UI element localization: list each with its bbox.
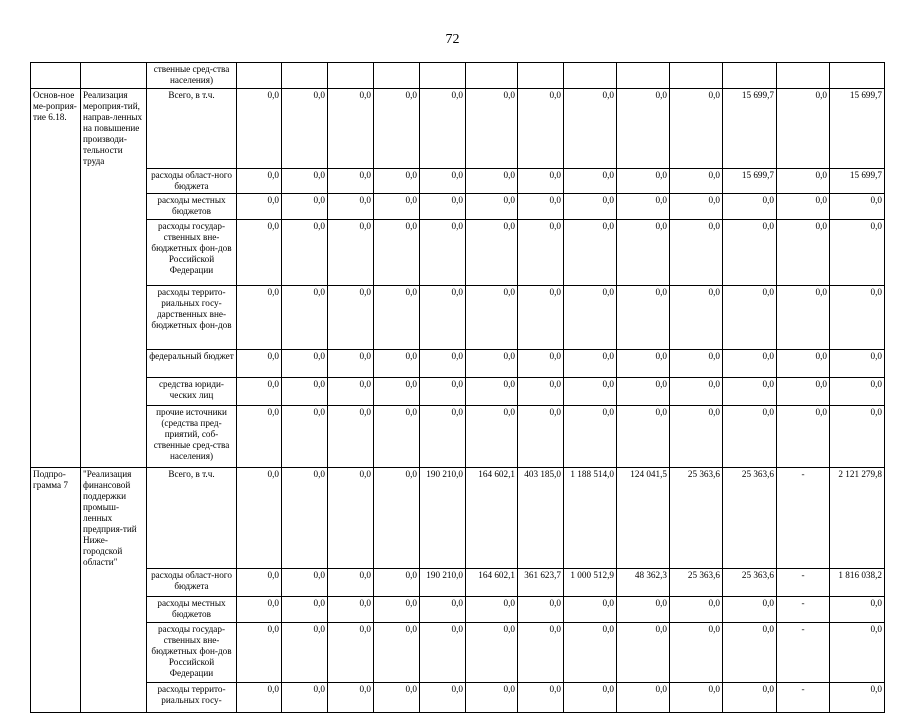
cell-value: 0,0: [282, 467, 328, 569]
cell-value: [723, 63, 777, 89]
cell-funding-source: расходы област-ного бюджета: [147, 569, 237, 597]
cell-value: 0,0: [282, 377, 328, 405]
cell-value: 0,0: [723, 405, 777, 467]
table-row: [31, 683, 885, 713]
cell-funding-source: расходы террито-риальных госу-дарственных вне-бюджетных фон-дов: [147, 285, 237, 349]
cell-funding-source: расходы местных бюджетов: [147, 193, 237, 219]
cell-measure-name: Подпро-грамма 7: [31, 467, 81, 569]
cell-value: 1 188 514,0: [564, 467, 617, 569]
cell-value: 0,0: [328, 219, 374, 285]
cell-value: 0,0: [328, 168, 374, 193]
cell-value: 0,0: [830, 349, 885, 377]
cell-value: 0,0: [830, 193, 885, 219]
cell-value: 0,0: [723, 285, 777, 349]
cell-value: 0,0: [670, 683, 723, 713]
cell-value: 0,0: [670, 349, 723, 377]
cell-value: 0,0: [420, 683, 466, 713]
cell-value: [374, 63, 420, 89]
cell-value: 0,0: [518, 349, 564, 377]
cell-funding-source: расходы местных бюджетов: [147, 597, 237, 623]
cell-value: 0,0: [564, 89, 617, 169]
cell-value: 0,0: [237, 219, 282, 285]
table-row: [31, 285, 885, 349]
cell-measure-name: [31, 63, 81, 89]
cell-value: 0,0: [777, 193, 830, 219]
table-row: [31, 63, 885, 89]
cell-value: 0,0: [328, 89, 374, 169]
cell-value: 0,0: [374, 349, 420, 377]
cell-value: 0,0: [328, 569, 374, 597]
cell-measure-name: [31, 377, 81, 405]
cell-value: 0,0: [466, 193, 518, 219]
table-row: [31, 89, 885, 169]
cell-value: 0,0: [617, 349, 670, 377]
cell-value: [617, 63, 670, 89]
cell-funding-source: средства юриди-ческих лиц: [147, 377, 237, 405]
cell-value: 0,0: [237, 569, 282, 597]
cell-value: 0,0: [374, 569, 420, 597]
cell-value: 1 000 512,9: [564, 569, 617, 597]
cell-funding-source: Всего, в т.ч.: [147, 89, 237, 169]
cell-value: 0,0: [466, 219, 518, 285]
cell-value: [282, 63, 328, 89]
page-number: 72: [445, 32, 460, 47]
cell-value: 0,0: [518, 683, 564, 713]
cell-value: 0,0: [328, 405, 374, 467]
cell-value: 190 210,0: [420, 467, 466, 569]
cell-value: 0,0: [374, 623, 420, 683]
budget-table: [30, 62, 885, 713]
cell-value: 0,0: [237, 467, 282, 569]
cell-value: [777, 63, 830, 89]
cell-value: 0,0: [723, 193, 777, 219]
cell-value: 0,0: [374, 683, 420, 713]
table-row: [31, 569, 885, 597]
cell-value: 0,0: [830, 623, 885, 683]
cell-value: 15 699,7: [723, 89, 777, 169]
cell-value: 0,0: [518, 89, 564, 169]
cell-value: 0,0: [564, 349, 617, 377]
cell-value: 0,0: [830, 597, 885, 623]
cell-value: [830, 63, 885, 89]
cell-value: 0,0: [282, 349, 328, 377]
cell-value: 0,0: [420, 285, 466, 349]
cell-value: 0,0: [237, 405, 282, 467]
cell-measure-title: "Реализация финансовой поддержки промыш-ленных предприя-тий Ниже-городской области": [81, 467, 147, 569]
cell-value: 0,0: [564, 683, 617, 713]
cell-measure-title: [81, 63, 147, 89]
cell-value: 0,0: [374, 467, 420, 569]
cell-value: 0,0: [374, 219, 420, 285]
table-row: [31, 349, 885, 377]
cell-value: 0,0: [420, 89, 466, 169]
cell-value: 0,0: [328, 349, 374, 377]
cell-value: 361 623,7: [518, 569, 564, 597]
cell-value: 0,0: [237, 168, 282, 193]
cell-value: 0,0: [420, 168, 466, 193]
cell-funding-source: Всего, в т.ч.: [147, 467, 237, 569]
cell-value: [518, 63, 564, 89]
cell-value: -: [777, 623, 830, 683]
cell-measure-title: [81, 405, 147, 467]
cell-value: -: [777, 467, 830, 569]
cell-funding-source: расходы террито-риальных госу-: [147, 683, 237, 713]
cell-measure-name: [31, 285, 81, 349]
cell-value: 0,0: [617, 193, 670, 219]
cell-value: 0,0: [282, 219, 328, 285]
cell-value: 0,0: [617, 597, 670, 623]
cell-measure-name: [31, 597, 81, 623]
cell-measure-title: [81, 597, 147, 623]
cell-value: 0,0: [466, 168, 518, 193]
cell-value: 0,0: [723, 349, 777, 377]
cell-value: 0,0: [723, 683, 777, 713]
cell-value: 25 363,6: [723, 569, 777, 597]
cell-value: 403 185,0: [518, 467, 564, 569]
cell-value: 0,0: [466, 377, 518, 405]
cell-measure-name: [31, 683, 81, 713]
cell-measure-name: Основ-ное ме-роприя-тие 6.18.: [31, 89, 81, 169]
cell-value: 0,0: [374, 405, 420, 467]
cell-value: 0,0: [282, 597, 328, 623]
cell-value: -: [777, 683, 830, 713]
table-row: [31, 467, 885, 569]
cell-value: 0,0: [420, 377, 466, 405]
cell-value: 0,0: [617, 623, 670, 683]
cell-value: 0,0: [328, 193, 374, 219]
cell-value: 0,0: [374, 89, 420, 169]
cell-value: 0,0: [564, 168, 617, 193]
cell-value: 0,0: [282, 193, 328, 219]
cell-value: 0,0: [777, 405, 830, 467]
cell-measure-name: [31, 193, 81, 219]
cell-value: 0,0: [420, 597, 466, 623]
cell-value: 0,0: [237, 89, 282, 169]
cell-value: 0,0: [420, 405, 466, 467]
cell-value: 0,0: [617, 377, 670, 405]
cell-value: 0,0: [670, 285, 723, 349]
cell-value: 0,0: [282, 89, 328, 169]
cell-value: 0,0: [466, 623, 518, 683]
cell-value: 0,0: [723, 597, 777, 623]
cell-value: 0,0: [777, 219, 830, 285]
cell-value: 0,0: [723, 219, 777, 285]
cell-measure-name: [31, 623, 81, 683]
cell-funding-source: федеральный бюджет: [147, 349, 237, 377]
cell-value: 0,0: [564, 405, 617, 467]
cell-value: 0,0: [328, 623, 374, 683]
cell-measure-name: [31, 168, 81, 193]
cell-value: 0,0: [777, 285, 830, 349]
cell-value: 0,0: [617, 683, 670, 713]
cell-value: 15 699,7: [723, 168, 777, 193]
cell-value: 0,0: [374, 377, 420, 405]
cell-value: 0,0: [617, 405, 670, 467]
cell-value: 0,0: [466, 349, 518, 377]
cell-funding-source: прочие источники (средства пред-приятий, соб-ственные сред-ства населения): [147, 405, 237, 467]
cell-measure-title: [81, 349, 147, 377]
cell-value: 0,0: [670, 597, 723, 623]
cell-value: 25 363,6: [670, 467, 723, 569]
cell-value: 0,0: [830, 377, 885, 405]
cell-value: 25 363,6: [723, 467, 777, 569]
cell-funding-source: ственные сред-ства населения): [147, 63, 237, 89]
cell-value: 0,0: [282, 285, 328, 349]
cell-value: 0,0: [830, 285, 885, 349]
cell-value: -: [777, 569, 830, 597]
cell-value: 0,0: [564, 623, 617, 683]
cell-value: 2 121 279,8: [830, 467, 885, 569]
cell-value: 0,0: [374, 285, 420, 349]
cell-value: [420, 63, 466, 89]
cell-value: 0,0: [282, 569, 328, 597]
table-row: [31, 168, 885, 193]
cell-value: 0,0: [328, 285, 374, 349]
cell-measure-title: [81, 377, 147, 405]
cell-value: 0,0: [830, 683, 885, 713]
table-row: [31, 405, 885, 467]
cell-measure-title: [81, 569, 147, 597]
cell-value: 25 363,6: [670, 569, 723, 597]
cell-value: 164 602,1: [466, 467, 518, 569]
cell-value: 0,0: [328, 683, 374, 713]
cell-value: 0,0: [466, 285, 518, 349]
cell-funding-source: расходы государ-ственных вне-бюджетных фон-дов Российской Федерации: [147, 623, 237, 683]
cell-value: 0,0: [564, 193, 617, 219]
cell-value: 0,0: [328, 597, 374, 623]
cell-value: 0,0: [670, 377, 723, 405]
cell-value: 0,0: [328, 377, 374, 405]
cell-measure-title: [81, 623, 147, 683]
cell-measure-name: [31, 569, 81, 597]
cell-value: 0,0: [518, 377, 564, 405]
cell-value: 1 816 038,2: [830, 569, 885, 597]
cell-value: 0,0: [670, 193, 723, 219]
cell-value: 0,0: [723, 623, 777, 683]
cell-value: 0,0: [564, 597, 617, 623]
cell-value: 0,0: [282, 405, 328, 467]
cell-measure-title: [81, 193, 147, 219]
cell-value: 0,0: [374, 193, 420, 219]
table-row: [31, 219, 885, 285]
cell-value: 0,0: [518, 405, 564, 467]
cell-value: 0,0: [617, 219, 670, 285]
cell-value: 0,0: [282, 168, 328, 193]
cell-value: [237, 63, 282, 89]
cell-measure-title: Реализация мероприя-тий, направ-ленных на повышение производи-тельности труда: [81, 89, 147, 169]
cell-value: 0,0: [237, 285, 282, 349]
cell-value: 0,0: [237, 683, 282, 713]
cell-value: [328, 63, 374, 89]
cell-funding-source: расходы област-ного бюджета: [147, 168, 237, 193]
cell-value: 0,0: [670, 623, 723, 683]
cell-value: [466, 63, 518, 89]
cell-value: 0,0: [518, 597, 564, 623]
table-row: [31, 193, 885, 219]
cell-value: 0,0: [518, 219, 564, 285]
cell-value: 0,0: [374, 597, 420, 623]
table-row: [31, 597, 885, 623]
cell-value: 190 210,0: [420, 569, 466, 597]
cell-value: 0,0: [420, 623, 466, 683]
cell-value: 0,0: [518, 168, 564, 193]
cell-value: 0,0: [374, 168, 420, 193]
cell-value: 0,0: [670, 168, 723, 193]
cell-value: 0,0: [282, 623, 328, 683]
cell-value: -: [777, 597, 830, 623]
cell-value: 48 362,3: [617, 569, 670, 597]
cell-value: 164 602,1: [466, 569, 518, 597]
cell-measure-title: [81, 285, 147, 349]
cell-measure-name: [31, 349, 81, 377]
cell-value: 15 699,7: [830, 89, 885, 169]
cell-value: 0,0: [237, 623, 282, 683]
cell-value: 0,0: [777, 349, 830, 377]
cell-measure-title: [81, 168, 147, 193]
cell-value: 0,0: [466, 405, 518, 467]
cell-value: 0,0: [830, 405, 885, 467]
cell-value: 0,0: [518, 285, 564, 349]
cell-value: 0,0: [564, 219, 617, 285]
cell-measure-name: [31, 405, 81, 467]
cell-value: 0,0: [617, 89, 670, 169]
cell-value: 0,0: [564, 285, 617, 349]
cell-value: [564, 63, 617, 89]
cell-value: 0,0: [723, 377, 777, 405]
cell-value: 0,0: [237, 597, 282, 623]
cell-measure-title: [81, 683, 147, 713]
cell-value: 0,0: [328, 467, 374, 569]
cell-value: 0,0: [777, 377, 830, 405]
cell-value: 0,0: [777, 89, 830, 169]
cell-value: 15 699,7: [830, 168, 885, 193]
cell-value: 0,0: [466, 597, 518, 623]
cell-value: 0,0: [282, 683, 328, 713]
cell-value: 0,0: [777, 168, 830, 193]
cell-value: 0,0: [420, 219, 466, 285]
cell-value: 0,0: [466, 683, 518, 713]
cell-value: 0,0: [670, 89, 723, 169]
cell-value: 0,0: [518, 623, 564, 683]
cell-value: 0,0: [237, 349, 282, 377]
cell-measure-name: [31, 219, 81, 285]
cell-funding-source: расходы государ-ственных вне-бюджетных фон-дов Российской Федерации: [147, 219, 237, 285]
cell-value: 0,0: [466, 89, 518, 169]
cell-value: 0,0: [564, 377, 617, 405]
table-row: [31, 377, 885, 405]
cell-value: 0,0: [670, 405, 723, 467]
cell-value: 0,0: [670, 219, 723, 285]
cell-value: 0,0: [237, 193, 282, 219]
cell-value: 124 041,5: [617, 467, 670, 569]
table-row: [31, 623, 885, 683]
cell-value: 0,0: [420, 193, 466, 219]
cell-value: 0,0: [518, 193, 564, 219]
cell-value: 0,0: [617, 285, 670, 349]
cell-value: [670, 63, 723, 89]
cell-value: 0,0: [830, 219, 885, 285]
cell-value: 0,0: [617, 168, 670, 193]
cell-value: 0,0: [420, 349, 466, 377]
cell-measure-title: [81, 219, 147, 285]
cell-value: 0,0: [237, 377, 282, 405]
